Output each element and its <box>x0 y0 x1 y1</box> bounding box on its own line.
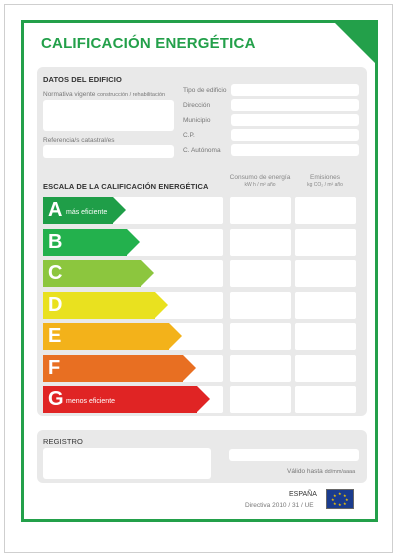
energy-label-card <box>21 20 378 522</box>
valid-until-field[interactable] <box>229 449 359 461</box>
normativa-field[interactable] <box>43 100 174 131</box>
rating-letter: G <box>48 388 64 410</box>
rating-letter: F <box>48 356 61 379</box>
rating-arrow-tip <box>127 229 140 255</box>
consumo-cell-a[interactable] <box>230 197 291 224</box>
rating-letter: C <box>48 262 63 284</box>
direccion-label: Dirección <box>183 102 211 109</box>
rating-arrow-tip <box>183 355 196 381</box>
building-section-title: DATOS DEL EDIFICIO <box>43 75 122 84</box>
tipo-edificio-label: Tipo de edificio <box>183 87 227 94</box>
corner-triangle <box>335 23 375 63</box>
comunidad-autonoma-label: C. Autónoma <box>183 147 221 154</box>
emisiones-cell-c[interactable] <box>295 260 356 287</box>
consumo-cell-e[interactable] <box>230 323 291 350</box>
rating-bar-body <box>43 323 169 350</box>
consumo-header: Consumo de energía kW h / m² año <box>229 174 291 188</box>
rating-bar-body <box>43 355 183 382</box>
municipio-field[interactable] <box>231 114 359 126</box>
valid-until-label: Válido hasta dd/mm/aaaa <box>287 468 356 475</box>
consumo-cell-c[interactable] <box>230 260 291 287</box>
rating-letter: D <box>48 293 63 316</box>
municipio-label: Municipio <box>183 117 211 124</box>
emisiones-cell-b[interactable] <box>295 229 356 256</box>
registro-section <box>37 430 367 483</box>
rating-arrow-tip <box>141 260 154 286</box>
emisiones-cell-a[interactable] <box>295 197 356 224</box>
emisiones-header: Emisiones kg CO₂ / m² año <box>307 174 343 188</box>
country-label: ESPAÑA <box>289 491 317 498</box>
rating-arrow-tip <box>169 323 182 349</box>
referencia-field[interactable] <box>43 145 174 158</box>
emisiones-cell-d[interactable] <box>295 292 356 319</box>
rating-letter: B <box>48 230 63 253</box>
direccion-field[interactable] <box>231 99 359 111</box>
scale-section-title: ESCALA DE LA CALIFICACIÓN ENERGÉTICA <box>43 182 209 191</box>
registro-section-title: REGISTRO <box>43 437 83 446</box>
building-data-section <box>37 67 367 181</box>
consumo-cell-d[interactable] <box>230 292 291 319</box>
emisiones-cell-g[interactable] <box>295 386 356 413</box>
directive-label: Directiva 2010 / 31 / UE <box>245 502 314 509</box>
emisiones-cell-e[interactable] <box>295 323 356 350</box>
consumo-cell-f[interactable] <box>230 355 291 382</box>
rating-arrow-tip <box>155 292 168 318</box>
rating-letter: E <box>48 325 62 347</box>
referencia-label: Referencia/s catastral/es <box>43 137 115 144</box>
registro-field[interactable] <box>43 448 211 479</box>
label-title: CALIFICACIÓN ENERGÉTICA <box>41 35 256 52</box>
eu-flag-icon: ★ ★ ★ ★ ★ ★ ★ ★ <box>326 489 354 509</box>
tipo-edificio-field[interactable] <box>231 84 359 96</box>
consumo-cell-g[interactable] <box>230 386 291 413</box>
rating-letter: A <box>48 199 63 221</box>
rating-arrow-tip <box>197 386 210 412</box>
cp-label: C.P. <box>183 132 195 139</box>
rating-arrow-tip <box>113 197 126 223</box>
emisiones-cell-f[interactable] <box>295 355 356 382</box>
rating-scale-section <box>37 169 367 416</box>
consumo-cell-b[interactable] <box>230 229 291 256</box>
cp-field[interactable] <box>231 129 359 141</box>
comunidad-autonoma-field[interactable] <box>231 144 359 156</box>
rating-description: menos eficiente <box>66 398 116 405</box>
rating-description: más eficiente <box>66 209 108 216</box>
normativa-label: Normativa vigente construcción / rehabilitación <box>43 91 166 98</box>
